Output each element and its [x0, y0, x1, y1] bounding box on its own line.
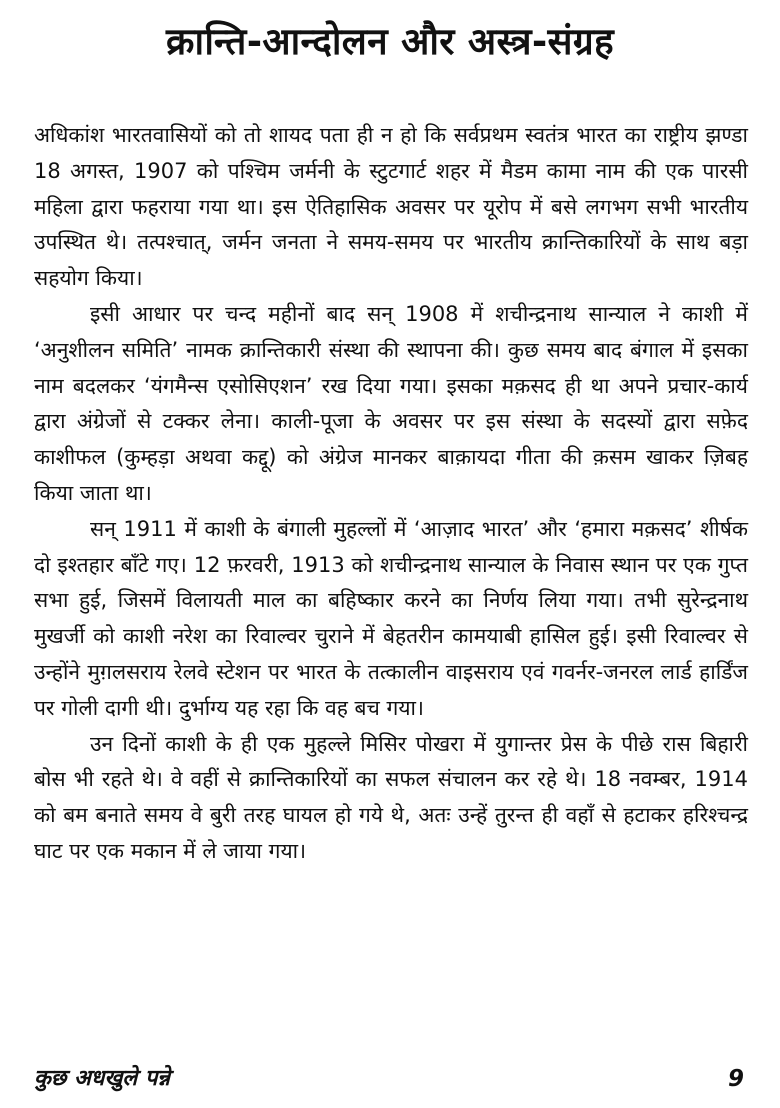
paragraph-4: उन दिनों काशी के ही एक मुहल्ले मिसिर पोखरा में युगान्तर प्रेस के पीछे रास बिहारी बोस भी रहते थे। वे वहीं से क्रान्तिकारियों का सफल संचालन कर रहे थे। 18 नवम्बर, 1914 को बम बनाते समय वे बुरी तरह घायल हो गये थे, अतः उन्हें तुरन्त ही वहाँ से हटाकर हरिश्चन्द्र घाट पर एक मकान में ले जाया गया। [34, 731, 748, 863]
page-number: 9 [727, 1066, 744, 1092]
footer-book-title: कुछ अधखुले पन्ने [34, 1066, 170, 1091]
chapter-title: क्रान्ति-आन्दोलन और अस्त्र-संग्रह [166, 20, 614, 63]
page-footer [34, 1062, 744, 1096]
paragraph-2: इसी आधार पर चन्द महीनों बाद सन् 1908 में शचीन्द्रनाथ सान्याल ने काशी में ‘अनुशीलन समिति’ नामक क्रान्तिकारी संस्था की स्थापना की। कुछ समय बाद बंगाल में इसका नाम बदलकर ‘यंगमैन्स एसोसिएशन’ रख दिया गया। इसका मक़सद ही था अपने प्रचार-कार्य द्वारा अंग्रेजों से टक्कर लेना। काली-पूजा के अवसर पर इस संस्था के सदस्यों द्वारा सफ़ेद काशीफल (कुम्हड़ा अथवा कद्दू) को अंग्रेज मानकर बाक़ायदा गीता की क़सम खाकर ज़िबह किया जाता था। [34, 301, 748, 505]
chapter-body [34, 118, 748, 870]
paragraph-3: सन् 1911 में काशी के बंगाली मुहल्लों में ‘आज़ाद भारत’ और ‘हमारा मक़सद’ शीर्षक दो इश्तहार बाँटे गए। 12 फ़रवरी, 1913 को शचीन्द्रनाथ सान्याल के निवास स्थान पर एक गुप्त सभा हुई, जिसमें विलायती माल का बहिष्कार करने का निर्णय लिया गया। तभी सुरेन्द्रनाथ मुखर्जी को काशी नरेश का रिवाल्वर चुराने में बेहतरीन कामयाबी हासिल हुई। इसी रिवाल्वर से उन्होंने मुग़लसराय रेलवे स्टेशन पर भारत के तत्कालीन वाइसराय एवं गवर्नर-जनरल लार्ड हार्डिंज पर गोली दागी थी। दुर्भाग्य यह रहा कि वह बच गया। [34, 516, 748, 720]
paragraph-1: अधिकांश भारतवासियों को तो शायद पता ही न हो कि सर्वप्रथम स्वतंत्र भारत का राष्ट्रीय झण्डा 18 अगस्त, 1907 को पश्चिम जर्मनी के स्टुटगार्ट शहर में मैडम कामा नाम की एक पारसी महिला द्वारा फहराया गया था। इस ऐतिहासिक अवसर पर यूरोप में बसे लगभग सभी भारतीय उपस्थित थे। तत्पश्चात्, जर्मन जनता ने समय-समय पर भारतीय क्रान्तिकारियों के साथ बड़ा सहयोग किया। [34, 123, 748, 291]
